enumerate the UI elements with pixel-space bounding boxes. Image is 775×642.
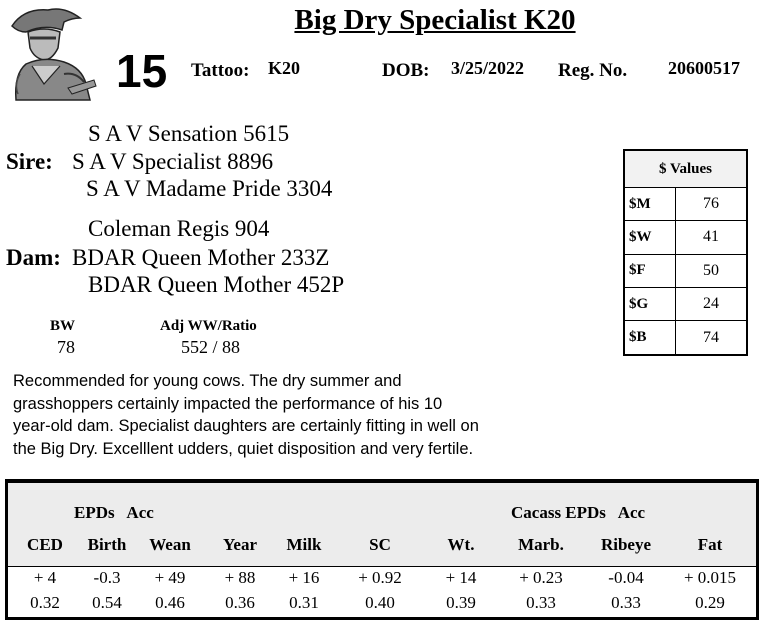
- sire-name: S A V Specialist 8896: [72, 149, 274, 174]
- ww-value: 552 / 88: [181, 337, 241, 357]
- epd-column-header: CED: [27, 535, 63, 554]
- epd-accuracy: 0.29: [695, 593, 725, 612]
- dollar-value: 76: [676, 188, 748, 221]
- dam-label: Dam:: [6, 245, 61, 270]
- dam-name: BDAR Queen Mother 233Z: [72, 245, 330, 270]
- tattoo-label: Tattoo:: [191, 60, 250, 81]
- epd-value: + 4: [33, 568, 57, 587]
- dollar-value-label: $W: [624, 221, 676, 254]
- epd-column-header: Birth: [87, 535, 127, 554]
- epd-column-header: Wean: [149, 535, 191, 554]
- epd-value: -0.3: [93, 568, 121, 587]
- bw-value: 78: [57, 337, 75, 357]
- epd-accuracy: 0.33: [611, 593, 641, 612]
- epd-column-header: Wt.: [447, 535, 475, 554]
- epd-accuracy: 0.39: [446, 593, 476, 612]
- sire-label: Sire:: [6, 149, 53, 174]
- dollar-value-label: $G: [624, 287, 676, 320]
- epd-table: [5, 479, 759, 620]
- dollar-value-label: $B: [624, 321, 676, 355]
- dollar-value: 24: [676, 287, 748, 320]
- sire-dam: S A V Madame Pride 3304: [86, 176, 333, 201]
- dollar-value: 50: [676, 254, 748, 287]
- epd-accuracy: 0.36: [225, 593, 255, 612]
- reg-label: Reg. No.: [558, 60, 628, 81]
- animal-name-title: Big Dry Specialist K20: [294, 4, 576, 36]
- epd-column-header: Ribeye: [600, 535, 652, 554]
- dollar-value: 74: [676, 321, 748, 355]
- epd-value: + 14: [445, 568, 477, 587]
- ww-label: Adj WW/Ratio: [160, 318, 257, 334]
- dollar-value-row: [624, 287, 747, 320]
- dam-dam: BDAR Queen Mother 452P: [88, 272, 345, 297]
- epd-value: + 16: [288, 568, 320, 587]
- dob-label: DOB:: [382, 60, 430, 81]
- epd-accuracy: 0.32: [30, 593, 60, 612]
- epd-value: + 0.015: [683, 568, 737, 587]
- carcass-group-label: Cacass EPDs Acc: [511, 503, 646, 522]
- dollar-values-title: $ Values: [624, 150, 747, 188]
- lot-number: 15: [116, 45, 168, 97]
- epd-value: -0.04: [608, 568, 644, 587]
- epd-accuracy: 0.33: [526, 593, 556, 612]
- epd-accuracy: 0.46: [155, 593, 185, 612]
- description-text: Recommended for young cows. The dry summer and grasshoppers certainly impacted the performance of his 10 year-old dam. Specialist daughters are certainly fitting in well on the Big Dry. Excelllent udders, quiet disposition and very fertile.: [13, 372, 479, 458]
- sire-sire: S A V Sensation 5615: [88, 121, 290, 146]
- dollar-values-table: [623, 149, 748, 356]
- epd-value: + 0.23: [519, 568, 563, 587]
- epd-value: + 0.92: [358, 568, 402, 587]
- reg-value: 20600517: [668, 58, 740, 78]
- dollar-value-label: $F: [624, 254, 676, 287]
- epd-column-header: Fat: [697, 535, 723, 554]
- epd-value: + 88: [224, 568, 256, 587]
- epd-column-header: Milk: [286, 535, 322, 554]
- epd-value: + 49: [154, 568, 186, 587]
- dollar-value-row: [624, 188, 747, 221]
- dollar-value-row: [624, 254, 747, 287]
- epd-column-header: Marb.: [518, 535, 564, 554]
- bw-label: BW: [50, 318, 76, 334]
- tattoo-value: K20: [268, 58, 301, 78]
- epd-group-label: EPDs Acc: [74, 503, 154, 522]
- epd-accuracy: 0.40: [365, 593, 395, 612]
- dob-value: 3/25/2022: [451, 58, 525, 78]
- dam-sire: Coleman Regis 904: [88, 216, 270, 241]
- epd-column-header: Year: [223, 535, 257, 554]
- dollar-value-label: $M: [624, 188, 676, 221]
- epd-column-header: SC: [369, 535, 391, 554]
- epd-accuracy: 0.31: [289, 593, 319, 612]
- dollar-value: 41: [676, 221, 748, 254]
- dollar-value-row: [624, 321, 747, 355]
- dollar-value-row: [624, 221, 747, 254]
- epd-accuracy: 0.54: [92, 593, 122, 612]
